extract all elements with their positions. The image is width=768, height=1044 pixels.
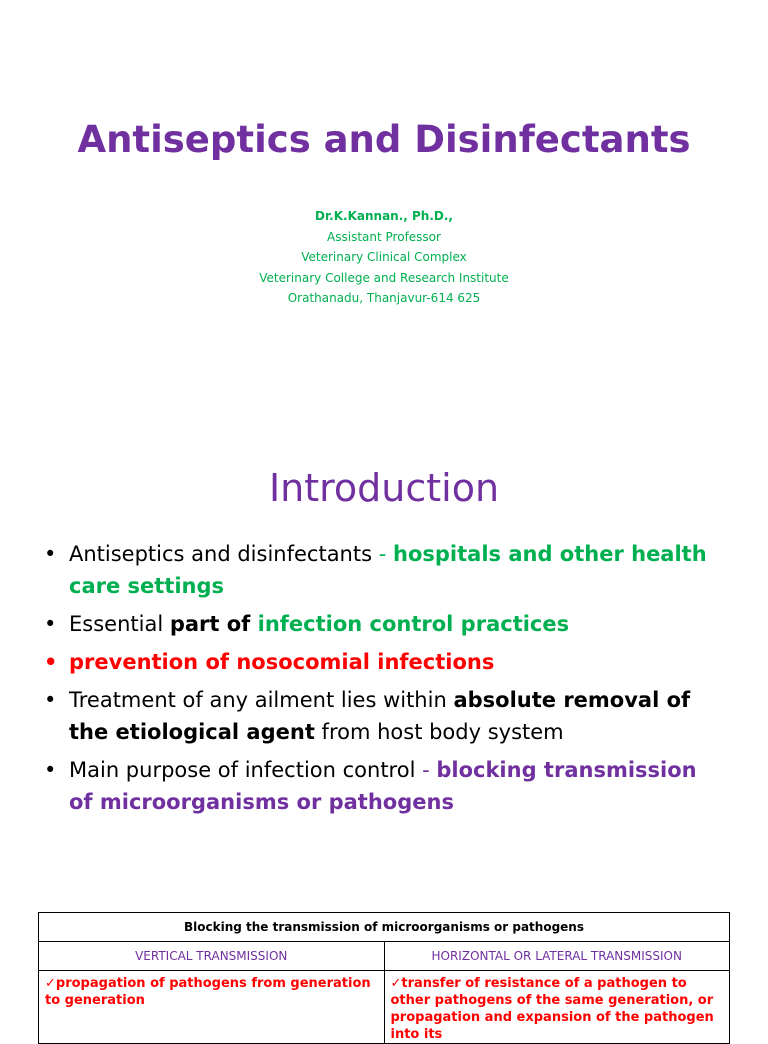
- header-horizontal-transmission: HORIZONTAL OR LATERAL TRANSMISSION: [384, 942, 730, 971]
- table-row: [39, 971, 730, 1044]
- author-department: Veterinary Clinical Complex: [301, 250, 467, 264]
- bullet-text: Antiseptics and disinfectants: [69, 542, 379, 566]
- bullet-dot: •: [44, 542, 57, 566]
- bullet-dot: •: [44, 758, 57, 782]
- cell-text: propagation of pathogens from generation to generation: [45, 976, 371, 1008]
- checkmark-icon: ✓: [45, 976, 56, 991]
- introduction-heading: Introduction: [268, 466, 500, 510]
- header-vertical-transmission: VERTICAL TRANSMISSION: [39, 942, 385, 971]
- bullet-dot: •: [44, 688, 57, 712]
- introduction-bullets: [44, 538, 724, 824]
- bullet-text: Main purpose of infection control: [69, 758, 423, 782]
- author-name: Dr.K.Kannan., Ph.D.,: [315, 209, 453, 223]
- table-header-row: [39, 942, 730, 971]
- bullet-bold: absolute removal of the etiological agent: [69, 688, 691, 744]
- bullet-item: [44, 754, 724, 818]
- bullet-highlight: infection control practices: [257, 612, 570, 636]
- bullet-highlight: hospitals and other health care settings: [69, 542, 707, 598]
- bullet-item: [44, 646, 724, 678]
- table-caption-row: [39, 913, 730, 942]
- bullet-text: from host body system: [314, 720, 564, 744]
- author-block: [0, 206, 768, 309]
- bullet-dot: •: [44, 612, 57, 636]
- bullet-dash: -: [422, 758, 437, 782]
- bullet-item: [44, 608, 724, 640]
- bullet-highlight: blocking transmission of microorganisms or pathogens: [69, 758, 697, 814]
- bullet-dot: •: [44, 650, 58, 674]
- bullet-item: [44, 538, 724, 602]
- bullet-item: [44, 684, 724, 748]
- author-position: Assistant Professor: [327, 229, 441, 244]
- author-location: Orathanadu, Thanjavur-614 625: [287, 291, 481, 305]
- bullet-highlight: prevention of nosocomial infections: [69, 650, 495, 674]
- cell-horizontal-transmission: [384, 971, 730, 1044]
- bullet-text: Essential: [69, 612, 170, 636]
- checkmark-icon: ✓: [390, 976, 402, 991]
- bullet-dash: -: [378, 542, 393, 566]
- transmission-table: [38, 912, 730, 1044]
- bullet-bold: part of: [169, 612, 258, 636]
- author-institution: Veterinary College and Research Institute: [259, 270, 509, 285]
- cell-text: transfer of resistance of a pathogen to other pathogens of the same generation, or propagation and expansion of the pathogen into its: [390, 976, 714, 1042]
- table-caption: Blocking the transmission of microorganisms or pathogens: [39, 913, 730, 942]
- slide-title: Antiseptics and Disinfectants: [77, 118, 691, 161]
- cell-vertical-transmission: [39, 971, 385, 1044]
- bullet-text: Treatment of any ailment lies within: [69, 688, 454, 712]
